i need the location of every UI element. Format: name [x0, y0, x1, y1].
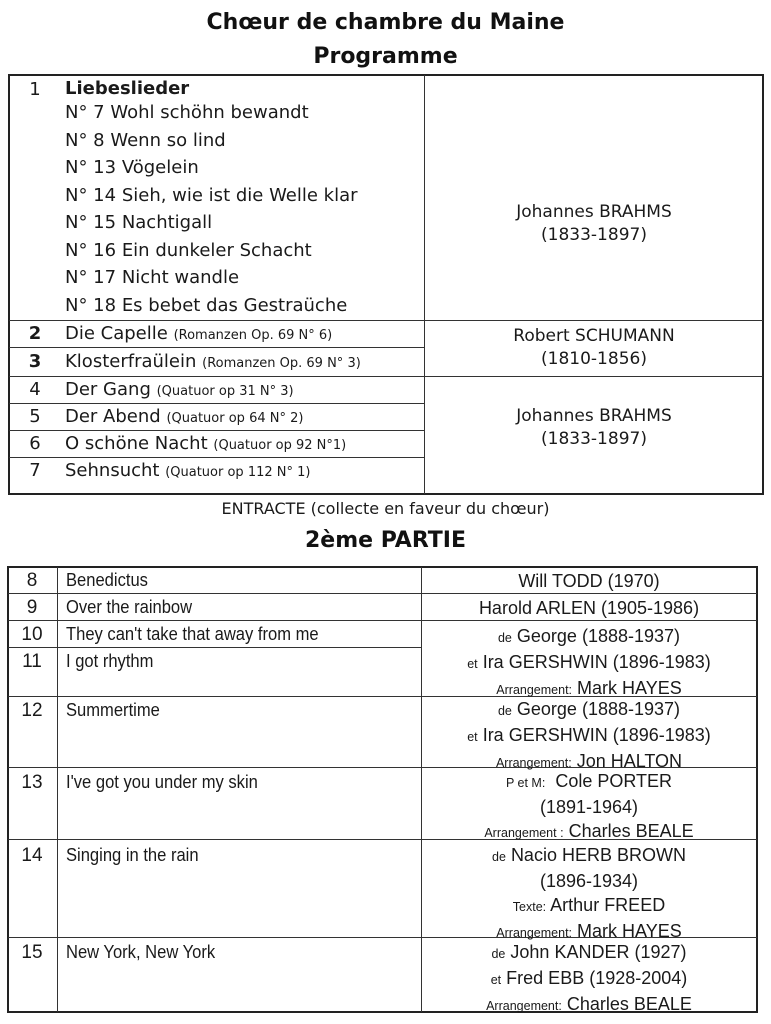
composer-cell — [425, 405, 763, 451]
row-divider — [8, 647, 421, 648]
row-divider — [8, 620, 757, 621]
item-title: Over the rainbow — [66, 597, 193, 617]
item-title: Der Abend — [65, 406, 161, 427]
credit-prefix: P et M: — [505, 776, 546, 790]
item-number: 4 — [29, 379, 41, 400]
item-number: 10 — [21, 624, 43, 645]
composer-credit — [421, 940, 757, 1018]
credit-name: Fred EBB (1928-2004) — [506, 968, 688, 988]
item-title: New York, New York — [66, 942, 216, 962]
row-divider — [9, 376, 763, 377]
item-number: 7 — [29, 460, 41, 481]
item-number: 15 — [21, 942, 43, 963]
credit-name: (1896-1934) — [539, 871, 639, 891]
credit-prefix: Arrangement: — [486, 999, 562, 1013]
composer-credit — [421, 697, 757, 775]
composer-credit: Harold ARLEN (1905-1986) — [478, 598, 700, 618]
sub-item: N° 8 Wenn so lind — [65, 130, 226, 151]
composer-cell — [425, 325, 763, 371]
composer-credit — [421, 843, 757, 945]
item-detail: (Quatuor op 64 N° 2) — [166, 411, 304, 426]
credit-prefix: Texte: — [512, 900, 547, 914]
item-detail: (Romanzen Op. 69 N° 3) — [202, 356, 361, 371]
item-detail: (Romanzen Op. 69 N° 6) — [173, 328, 333, 343]
credit-name: George (1888-1937) — [516, 699, 681, 719]
item-number: 11 — [22, 651, 42, 672]
item-number: 1 — [29, 79, 41, 100]
credit-name: John KANDER (1927) — [510, 942, 687, 962]
item-number: 14 — [21, 845, 43, 866]
row-divider — [9, 347, 424, 348]
item-detail: (Quatuor op 92 N°1) — [213, 438, 347, 453]
credit-name: Charles BEALE — [566, 994, 692, 1014]
item-detail: (Quatuor op 31 N° 3) — [156, 384, 294, 399]
credit-prefix: de — [497, 631, 512, 645]
credit-prefix: de — [491, 947, 506, 961]
item-title: I got rhythm — [66, 651, 154, 671]
item-title: They can't take that away from me — [66, 624, 319, 644]
credit-prefix: et — [467, 657, 478, 671]
credit-name: (1891-1964) — [539, 797, 639, 817]
page-subtitle: Programme — [313, 44, 458, 69]
sub-item: N° 7 Wohl schöhn bewandt — [65, 102, 309, 123]
item-title: Liebeslieder — [65, 78, 190, 99]
composer-cell — [425, 201, 763, 247]
composer-credit — [421, 769, 757, 845]
sub-item: N° 13 Vögelein — [65, 157, 199, 178]
credit-prefix: et — [490, 973, 502, 987]
credit-prefix: Arrangement: — [496, 683, 573, 697]
item-title: Klosterfraülein — [65, 351, 197, 372]
credit-prefix: Arrangement : — [484, 826, 564, 840]
row-divider — [9, 430, 424, 431]
item-title: Die Capelle — [65, 323, 168, 344]
item-title: Benedictus — [66, 570, 148, 590]
sub-item: N° 15 Nachtigall — [65, 212, 213, 233]
credit-prefix: et — [467, 730, 478, 744]
credit-name: Arthur FREED — [550, 895, 666, 915]
credit-prefix: de — [492, 850, 506, 864]
composer-credit: Will TODD (1970) — [518, 571, 660, 591]
part2-heading: 2ème PARTIE — [304, 528, 467, 553]
row-divider — [9, 320, 763, 321]
item-number: 9 — [26, 597, 38, 618]
composer-name: Johannes BRAHMS — [516, 406, 672, 426]
item-number: 13 — [21, 772, 43, 793]
composer-dates: (1833-1897) — [541, 225, 647, 245]
page-title: Chœur de chambre du Maine — [206, 10, 565, 35]
item-title: Singing in the rain — [66, 845, 199, 865]
intermission-note: ENTRACTE (collecte en faveur du chœur) — [221, 499, 550, 518]
composer-dates: (1833-1897) — [541, 429, 647, 449]
credit-prefix: de — [497, 704, 512, 718]
row-divider — [9, 403, 424, 404]
item-title: O schöne Nacht — [65, 433, 208, 454]
credit-name: Jon HALTON — [576, 751, 683, 771]
credit-name: Mark HAYES — [577, 921, 682, 941]
row-divider — [8, 593, 757, 594]
credit-name: Mark HAYES — [577, 678, 682, 698]
credit-name: Charles BEALE — [568, 821, 694, 841]
item-number: 8 — [26, 570, 38, 591]
sub-item: N° 18 Es bebet das Gestraüche — [65, 295, 348, 316]
composer-name: Johannes BRAHMS — [516, 202, 672, 222]
row-divider — [9, 457, 424, 458]
item-number: 6 — [29, 433, 41, 454]
credit-name: Cole PORTER — [555, 771, 673, 791]
sub-item: N° 14 Sieh, wie ist die Welle klar — [65, 185, 358, 206]
column-divider — [57, 567, 58, 1012]
item-detail: (Quatuor op 112 N° 1) — [165, 465, 311, 480]
sub-item: N° 17 Nicht wandle — [65, 267, 240, 288]
sub-item: N° 16 Ein dunkeler Schacht — [65, 240, 312, 261]
item-number: 5 — [29, 406, 41, 427]
item-number: 2 — [28, 323, 42, 344]
item-title: Der Gang — [65, 379, 151, 400]
composer-name: Robert SCHUMANN — [513, 326, 675, 346]
item-title: Sehnsucht — [65, 460, 160, 481]
item-number: 12 — [21, 700, 43, 721]
credit-name: Nacio HERB BROWN — [510, 845, 686, 865]
credit-prefix: Arrangement: — [496, 926, 573, 940]
item-number: 3 — [28, 351, 42, 372]
item-title: I've got you under my skin — [66, 772, 258, 792]
credit-prefix: Arrangement: — [495, 756, 572, 770]
credit-name: George (1888-1937) — [516, 626, 681, 646]
credit-name: Ira GERSHWIN (1896-1983) — [482, 652, 711, 672]
item-title: Summertime — [66, 700, 160, 720]
credit-name: Ira GERSHWIN (1896-1983) — [482, 725, 711, 745]
composer-dates: (1810-1856) — [541, 349, 647, 369]
composer-credit — [421, 624, 757, 702]
